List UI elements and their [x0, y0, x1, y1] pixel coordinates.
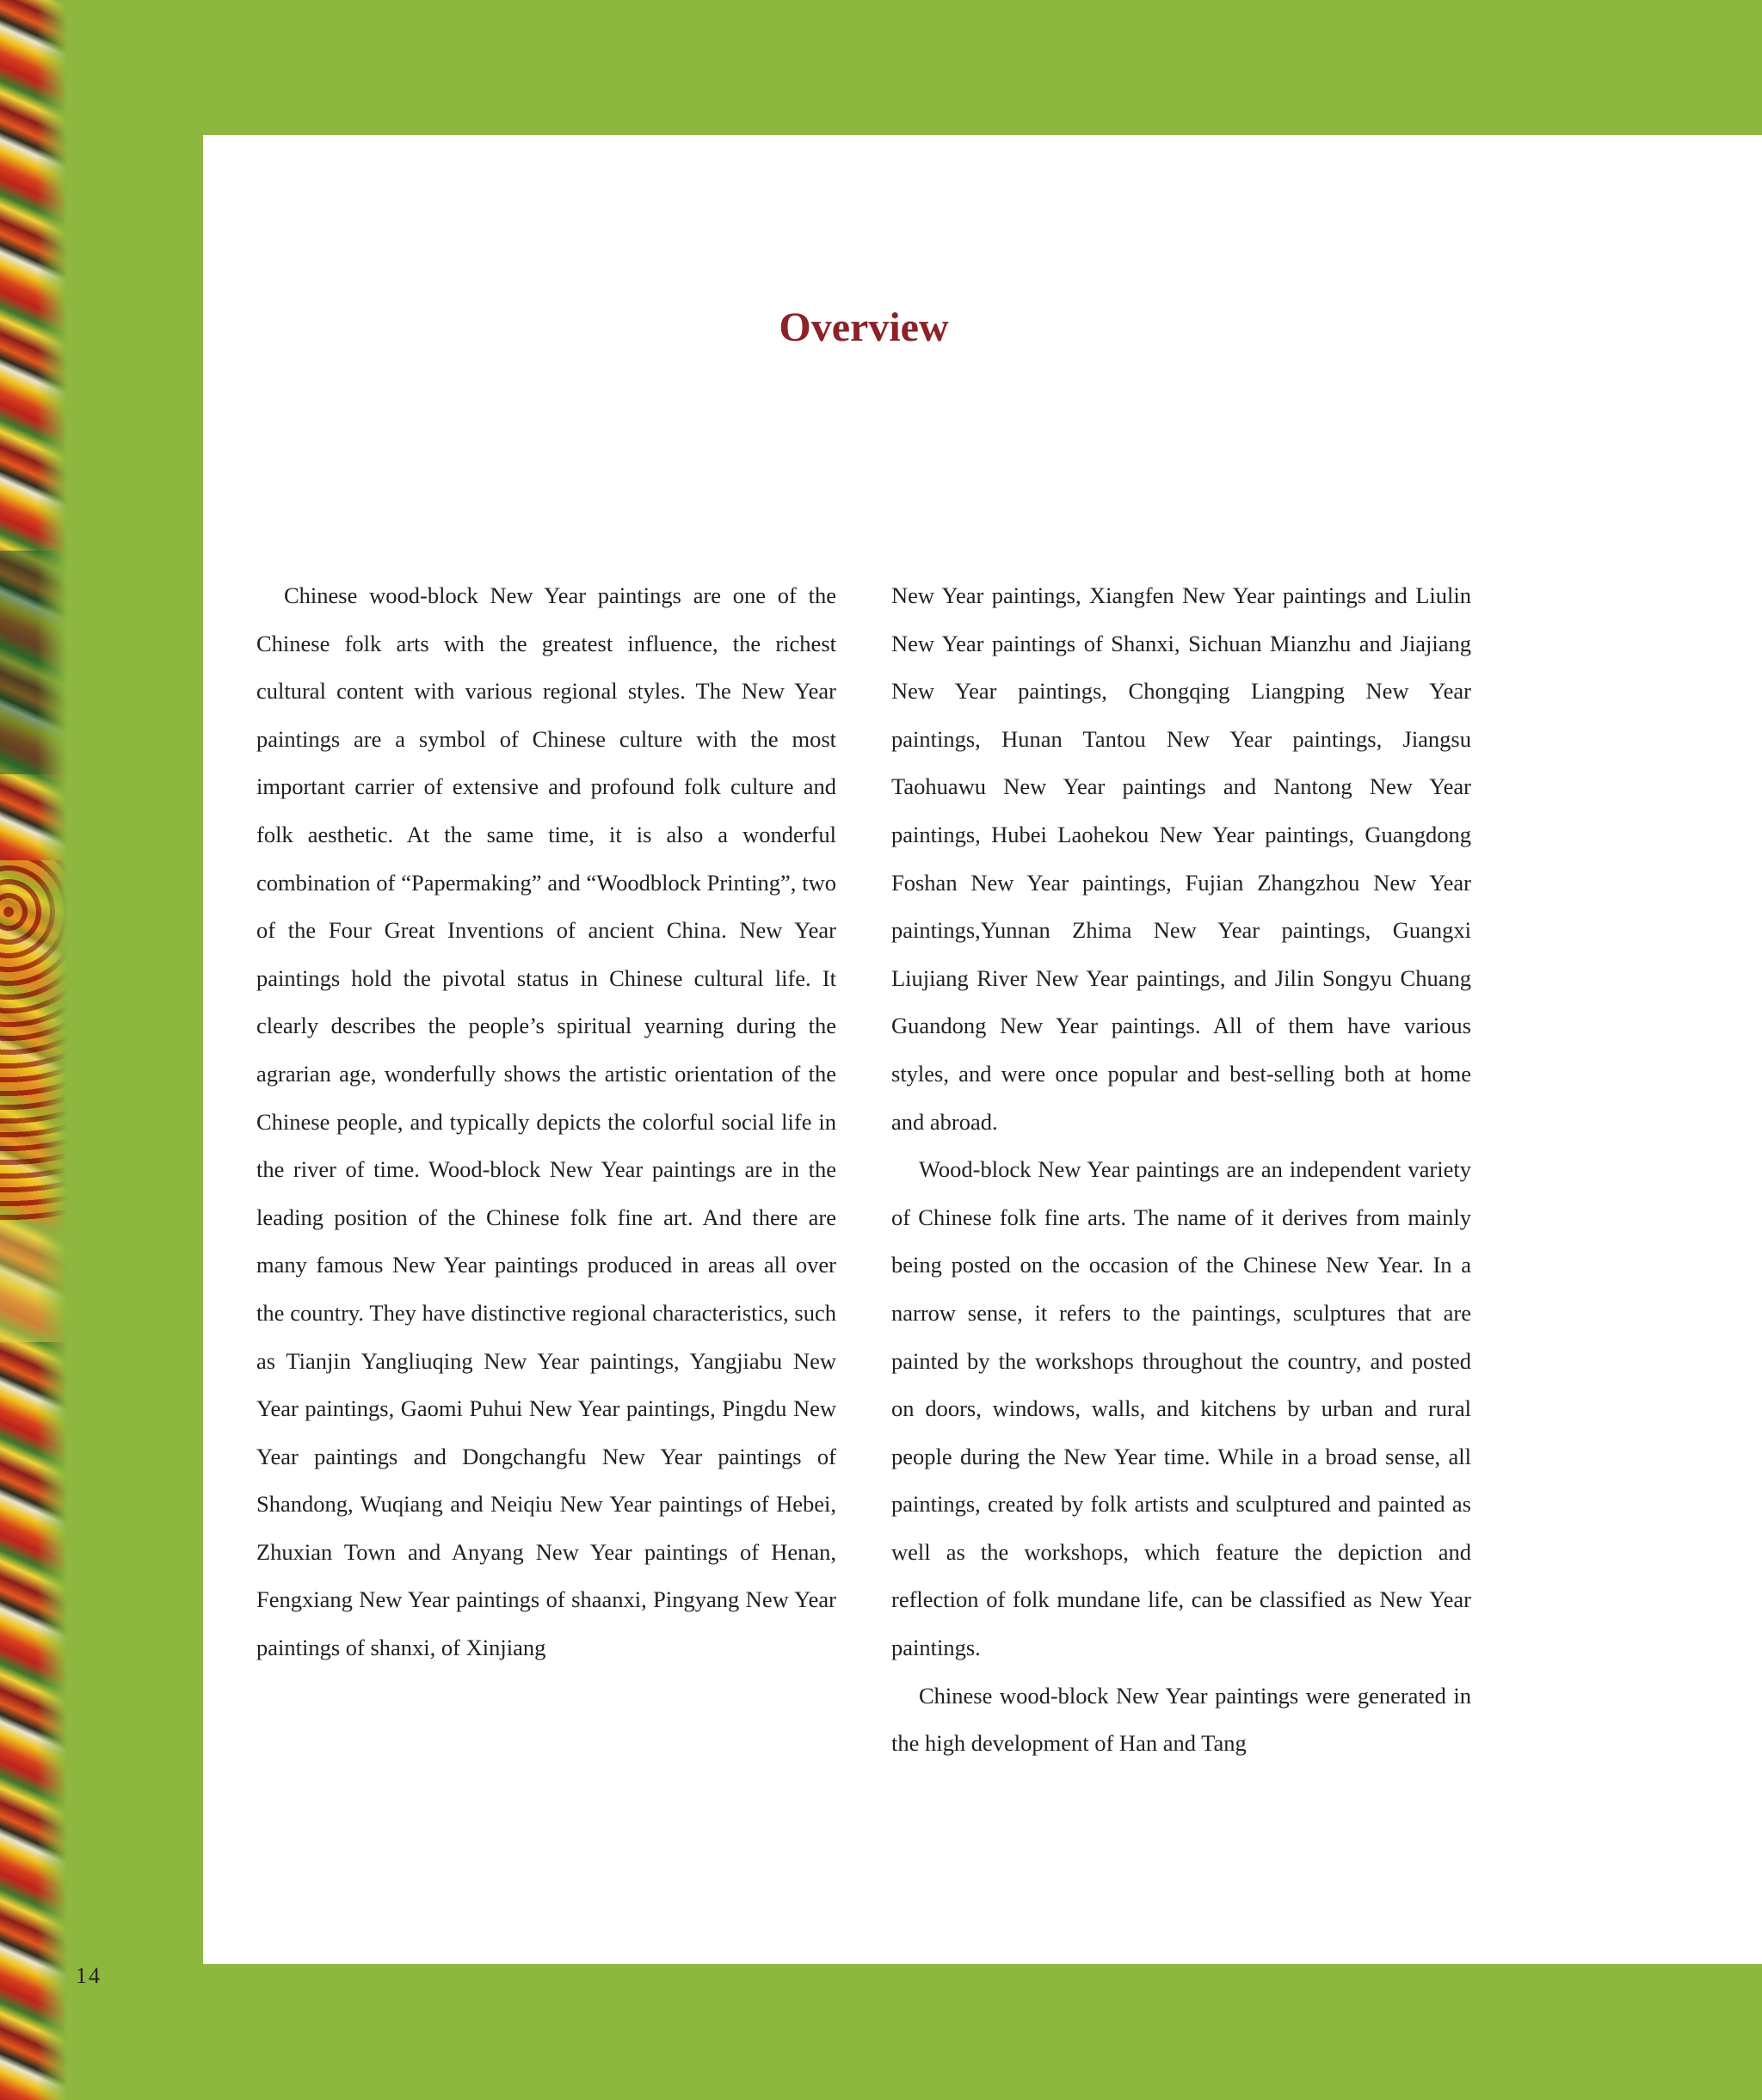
- paragraph: Chinese wood-block New Year paintings are one of the Chinese folk arts with the greatest influence, the richest cultural content with various regional styles. The New Year paintings are a symbol of Chinese culture with the most important carrier of extensive and profound folk culture and folk aesthetic. At the same time, it is also a wonderful combination of “Papermaking” and “Woodblock Printing”, two of the Four Great Inventions of ancient China. New Year paintings hold the pivotal status in Chinese cultural life. It clearly describes the people’s spiritual yearning during the agrarian age, wonderfully shows the artistic orientation of the Chinese people, and typically depicts the colorful social life in the river of time. Wood-block New Year paintings are in the leading position of the Chinese folk fine art. And there are many famous New Year paintings produced in areas all over the country. They have distinctive regional characteristics, such as Tianjin Yangliuqing New Year paintings, Yangjiabu New Year paintings, Gaomi Puhui New Year paintings, Pingdu New Year paintings and Dongchangfu New Year paintings of Shandong, Wuqiang and Neiqiu New Year paintings of Hebei, Zhuxian Town and Anyang New Year paintings of Henan, Fengxiang New Year paintings of shaanxi, Pingyang New Year paintings of shanxi, of Xinjiang: [256, 582, 836, 1661]
- page-title: Overview: [779, 305, 949, 350]
- paragraph: Wood-block New Year paintings are an independent variety of Chinese folk fine arts. The name of it derives from mainly being posted on the occasion of the Chinese New Year. In a narrow sense, it refers to the paintings, sculptures that are painted by the workshops throughout the country, and posted on doors, windows, walls, and kitchens by urban and rural people during the New Year time. While in a broad sense, all paintings, created by folk artists and sculptured and painted as well as the workshops, which feature the depiction and reflection of folk mundane life, can be classified as New Year paintings.: [891, 1156, 1471, 1661]
- left-column: [256, 572, 836, 1672]
- right-column: [891, 572, 1471, 1768]
- decorative-woodblock-strip: [0, 0, 67, 2100]
- paragraph: Chinese wood-block New Year paintings were generated in the high development of Han and Tang: [891, 1682, 1471, 1757]
- page-content: [203, 135, 1762, 1964]
- paragraph: New Year paintings, Xiangfen New Year paintings and Liulin New Year paintings of Shanxi, Sichuan Mianzhu and Jiajiang New Year paintings, Chongqing Liangping New Year paintings, Hunan Tantou New Year paintings, Jiangsu Taohuawu New Year paintings and Nantong New Year paintings, Hubei Laohekou New Year paintings, Guangdong Foshan New Year paintings, Fujian Zhangzhou New Year paintings,Yunnan Zhima New Year paintings, Guangxi Liujiang River New Year paintings, and Jilin Songyu Chuang Guandong New Year paintings. All of them have various styles, and were once popular and best-selling both at home and abroad.: [891, 582, 1471, 1135]
- page-number: 14: [76, 1963, 102, 1988]
